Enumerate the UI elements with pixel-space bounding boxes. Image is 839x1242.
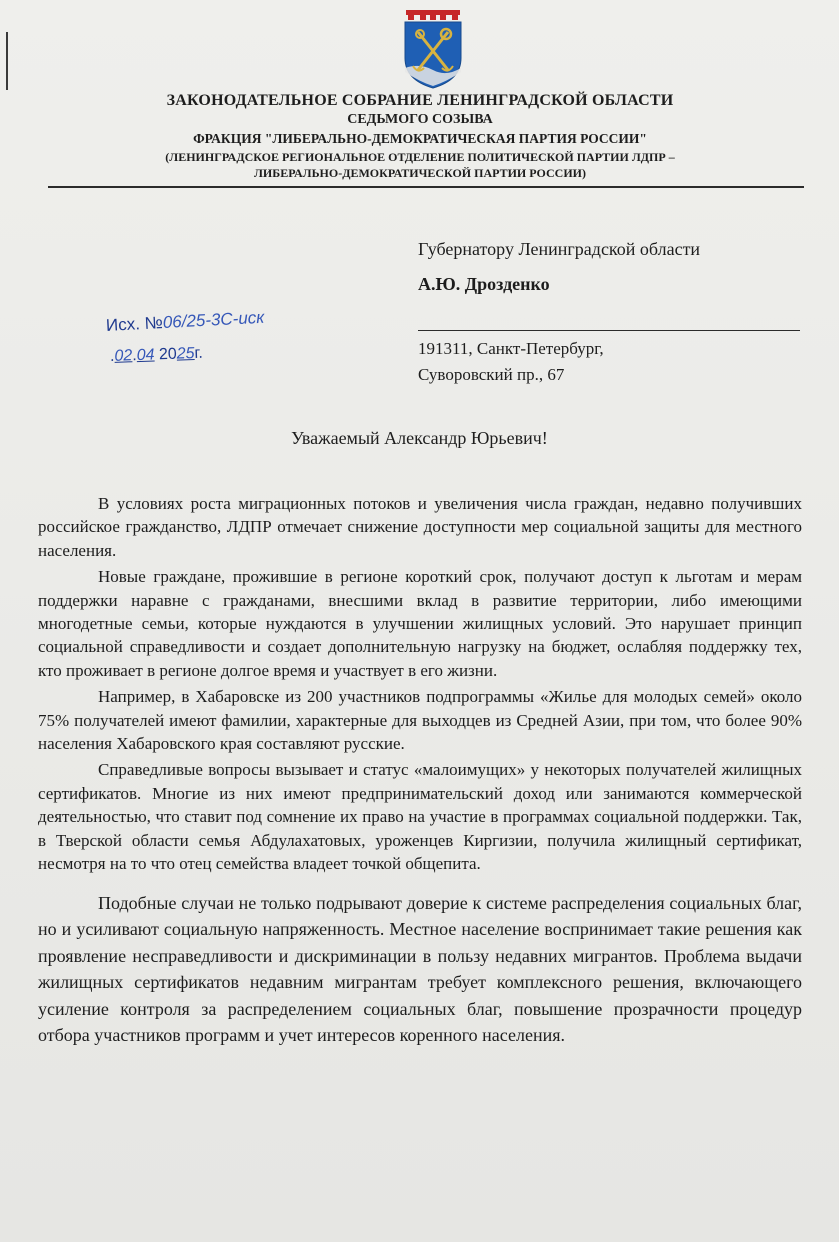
header-branch-line1: (ЛЕНИНГРАДСКОЕ РЕГИОНАЛЬНОЕ ОТДЕЛЕНИЕ ПОЛИТИЧЕСКОЙ ПАРТИИ ЛДПР – [165,150,675,164]
addressee-block [418,236,700,297]
outgoing-year-end: г. [194,344,204,363]
outgoing-number [105,308,264,336]
outgoing-year-suffix: 25 [176,345,195,363]
addressee-name: А.Ю. Дрозденко [418,274,550,294]
header-divider [48,186,804,188]
outgoing-month: 04 [136,346,155,365]
address-line1: 191311, Санкт-Петербург, [418,339,604,358]
outgoing-stamp [105,307,356,378]
address-line2: Суворовский пр., 67 [418,365,565,384]
outgoing-number-value: 06/25-3С-иск [162,307,265,333]
paragraph-5: Подобные случаи не только подрывают доверие к системе распределения социальных благ, но и усиливают социальную напряженность. Местное население воспринимает такие решения как проявление несправедливости и дискриминации в пользу недавних мигрантов. Проблема выдачи жилищных сертификатов недавним мигрантам требует комплексного решения, включающего усиление контроля за распределением социальных благ, повышение прозрачности процедур отбора участников программ и учет интересов коренного населения. [38,892,802,1045]
salutation: Уважаемый Александр Юрьевич! [291,428,548,448]
outgoing-date: .02.04 2025г. [109,344,204,365]
outgoing-year-prefix: 20 [158,345,177,364]
paragraph-2: Новые граждане, прожившие в регионе короткий срок, получают доступ к льготам и мерам поддержки наравне с гражданами, внесшими вклад в развитие территории, либо имеющими многодетные семьи, которые нуждаются в улучшении жилищных условий. Это нарушает принцип социальной справедливости и создает дополнительную нагрузку на бюджет, ослабляя поддержку тех, кто проживает в регионе долгое время и участвует в его жизни. [38,567,802,680]
paragraph-4: Справедливые вопросы вызывает и статус «малоимущих» у некоторых получателей жилищных сертификатов. Многие из них имеют предпринимательский доход или занимаются коммерческой деятельностью, что ставит под сомнение их право на участие в программах социальной поддержки. Так, в Тверской области семья Абдулахатовых, уроженцев Киргизии, получила жилищный сертификат, несмотря на то что отец семейства владеет точкой общепита. [38,760,802,874]
page-edge-mark [6,32,8,90]
header-convocation: СЕДЬМОГО СОЗЫВА [347,112,493,127]
addressee-divider [418,330,800,331]
addressee-title: Губернатору Ленинградской области [418,239,701,259]
header-branch-line2: ЛИБЕРАЛЬНО-ДЕМОКРАТИЧЕСКОЙ ПАРТИИ РОССИИ) [253,166,586,180]
coat-of-arms-icon [400,8,466,90]
addressee-address [418,336,604,388]
paragraph-1: В условиях роста миграционных потоков и увеличения числа граждан, недавно получивших российское гражданство, ЛДПР отмечает снижение доступности мер социальной защиты для местного населения. [38,494,802,560]
letter-body [38,492,802,1052]
paragraph-3: Например, в Хабаровске из 200 участников подпрограммы «Жилье для молодых семей» около 75% получателей имеют фамилии, характерные для выходцев из Средней Азии, при том, что более 90% населения Хабаровского края составляют русские. [38,687,802,754]
outgoing-day: 02 [114,347,133,365]
header-faction: ФРАКЦИЯ "ЛИБЕРАЛЬНО-ДЕМОКРАТИЧЕСКАЯ ПАРТИЯ РОССИИ" [193,131,647,146]
header-parliament: ЗАКОНОДАТЕЛЬНОЕ СОБРАНИЕ ЛЕНИНГРАДСКОЙ ОБЛАСТИ [166,92,674,109]
outgoing-prefix: Исх. № [105,313,164,335]
